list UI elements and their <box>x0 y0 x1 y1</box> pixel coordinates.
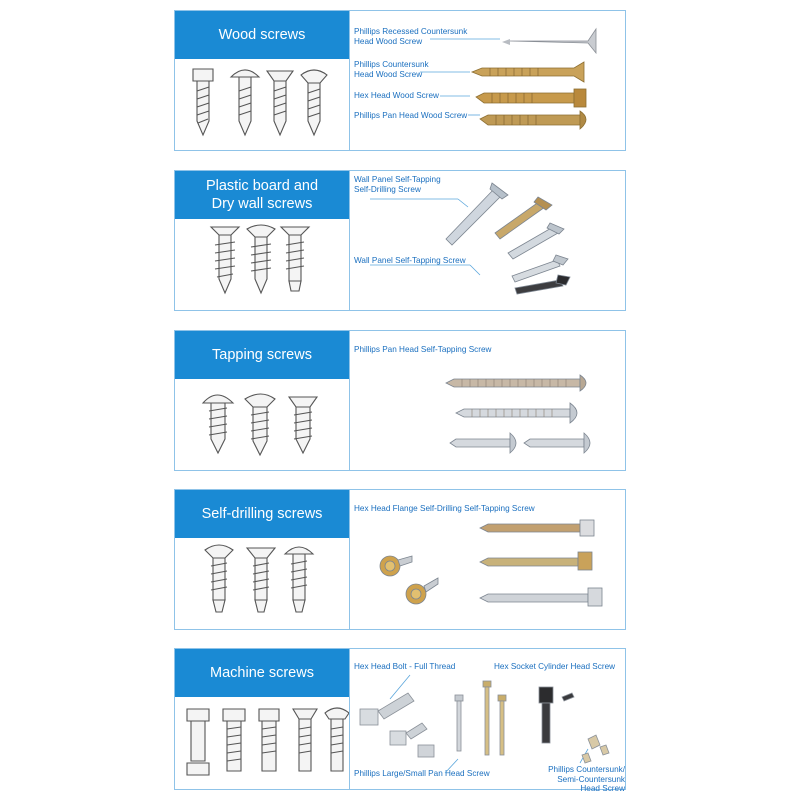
label-phillips-recessed-countersunk: Phillips Recessed Countersunk Head Wood Screw <box>354 27 468 46</box>
drywall-screws-photo-area <box>350 171 625 310</box>
section-title: Tapping screws <box>175 331 349 379</box>
label-hex-socket-cylinder-head: Hex Socket Cylinder Head Screw <box>494 662 616 671</box>
tapping-screws-photo-area <box>350 331 625 470</box>
drywall-screws-photo <box>350 171 625 311</box>
label-phillips-countersunk-semi: Phillips Countersunk/ Semi-Countersunk Head Screw <box>548 765 625 793</box>
wood-screws-photo-area <box>350 11 625 150</box>
tapping-screw-drawings <box>175 381 349 471</box>
tapping-screws-photo <box>350 331 625 471</box>
wood-screws-photo <box>350 11 625 151</box>
wood-screw-drawings <box>175 61 349 151</box>
label-wall-panel-self-tapping: Wall Panel Self-Tapping Screw <box>354 256 466 265</box>
self-drilling-screw-drawings <box>175 540 349 630</box>
machine-screws-photo <box>350 649 625 789</box>
label-wall-panel-self-drilling: Wall Panel Self-Tapping Self-Drilling Screw <box>354 175 441 194</box>
section-title: Plastic board and Dry wall screws <box>175 171 349 219</box>
section-title: Machine screws <box>175 649 349 697</box>
machine-screw-drawings <box>175 699 349 790</box>
label-hex-head-wood: Hex Head Wood Screw <box>354 91 439 100</box>
label-phillips-pan-head-wood: Phillips Pan Head Wood Screw <box>354 111 468 120</box>
label-phillips-countersunk: Phillips Countersunk Head Wood Screw <box>354 60 429 79</box>
section-title: Self-drilling screws <box>175 490 349 538</box>
label-phillips-large-small-pan-head: Phillips Large/Small Pan Head Screw <box>354 769 490 778</box>
section-self-drilling-screws <box>174 489 626 630</box>
section-wood-screws <box>174 10 626 151</box>
section-drywall-screws <box>174 170 626 311</box>
label-hex-head-flange-self-drilling: Hex Head Flange Self-Drilling Self-Tapping Screw <box>354 504 535 513</box>
label-hex-head-bolt-full-thread: Hex Head Bolt - Full Thread <box>354 662 456 671</box>
section-title: Wood screws <box>175 11 349 59</box>
drywall-screw-drawings <box>175 221 349 311</box>
self-drilling-screws-photo-area <box>350 490 625 629</box>
section-tapping-screws <box>174 330 626 471</box>
self-drilling-screws-photo <box>350 490 625 630</box>
machine-screws-photo-area <box>350 649 625 793</box>
section-machine-screws <box>174 648 626 793</box>
label-phillips-pan-head-self-tapping: Phillips Pan Head Self-Tapping Screw <box>354 345 492 354</box>
